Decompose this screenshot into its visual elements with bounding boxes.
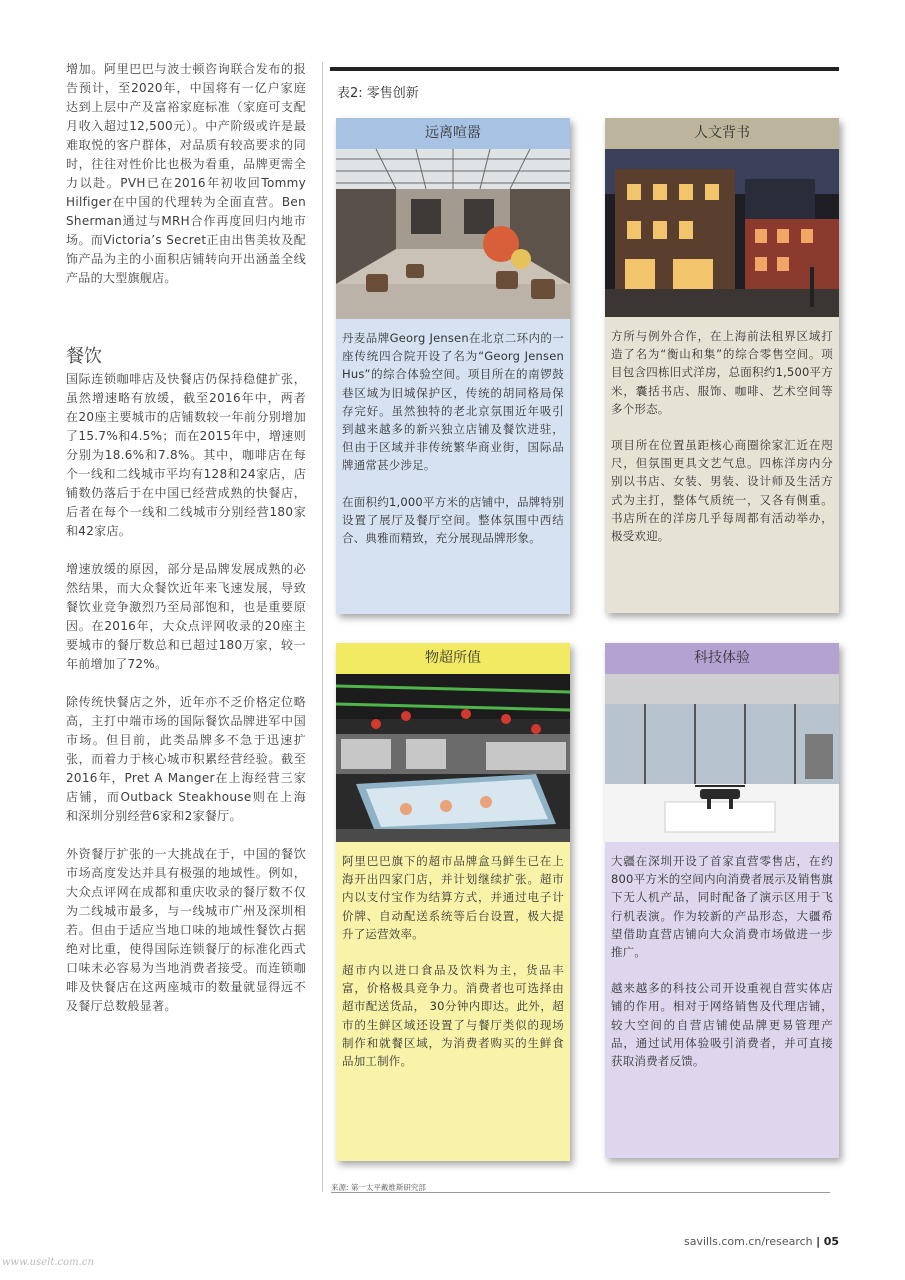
footer-url: savills.com.cn/research [683, 1235, 813, 1248]
body-paragraph: 除传统快餐店之外，近年亦不乏价格定位略高，主打中端市场的国际餐饮品牌进军中国市场。但目前，此类品牌多不急于迅速扩张，而着力于核心城市积累经营经验。截至2016年，Pret A Manger在上海经营三家店铺，而Outback Steakhouse则在上海和深圳分别经营6家和2家餐厅。 [66, 695, 306, 823]
card-paragraph: 阿里巴巴旗下的超市品牌盒马鲜生已在上海开出四家门店，并计划继续扩张。超市内以支付宝作为结算方式，并通过电子计价牌、自动配送系统等后台设置，极大提升了运营效率。 [342, 854, 564, 941]
card-title: 远离喧嚣 [336, 118, 570, 149]
table-top-rule [330, 67, 839, 71]
card-title: 物超所值 [336, 643, 570, 674]
card-paragraph: 大疆在深圳开设了首家直营零售店，在约800平方米的空间内向消费者展示及销售旗下无人机产品，同时配备了演示区用于飞行机表演。作为较新的产品形态，大疆希望借助直营店铺向大众消费市场做进一步推广。 [611, 854, 833, 960]
body-paragraph: 增加。阿里巴巴与波士顿咨询联合发布的报告预计，至2020年，中国将有一亿户家庭达到上层中产及富裕家庭标准（家庭可支配月收入超过12,500元）。中产阶级或许是最难取悦的客户群体，对品质有较高要求的同时，往往对性价比也极为看重，品牌更需全力以赴。PVH已在2016年初收回Tommy Hilfiger在中国的代理转为全面直营。Ben Sherman通过与MRH合作再度回归内地市场。而Victoria’s Secret正由出售美妆及配饰产品为主的小面积店铺转向开出涵盖全线产品的大型旗舰店。 [66, 62, 306, 285]
card-paragraph: 项目所在位置虽距核心商圈徐家汇近在咫尺，但氛围更具文艺气息。四栋洋房内分别以书店、女装、男装、设计师及生活方式为主打，整体气质统一，又各有侧重。书店所在的洋房几乎每周都有活动举办，极受欢迎。 [611, 438, 833, 544]
card-title: 人文背书 [605, 118, 839, 149]
card-dji [605, 643, 839, 1158]
card-hema [336, 643, 570, 1161]
body-paragraph: 外资餐厅扩张的一大挑战在于，中国的餐饮市场高度发达并具有极强的地域性。例如，大众点评网在成都和重庆收录的餐厅数不仅为二线城市最多，与一线城市广州及深圳相若。但由于适应当地口味的地域性餐饮占据绝对比重，使得国际连锁餐厅的标准化西式口味未必容易为当地消费者接受。而连锁咖啡及快餐店在这两座城市的数量就显得远不及餐厅总数般显著。 [66, 847, 306, 1013]
section-heading-catering: 餐饮 [66, 346, 102, 367]
villa-street-photo [605, 149, 839, 317]
card-fangsuo [605, 118, 839, 613]
source-note: 来源: 第一太平戴维斯研究部 [331, 1183, 426, 1192]
body-paragraph: 国际连锁咖啡店及快餐店仍保持稳健扩张，虽然增速略有放缓，截至2016年中，两者在20座主要城市的店铺数较一年前分别增加了15.7%和4.5%；而在2015年中，增速则分别为18.6%和7.8%。其中，咖啡店在每个一线和二线城市平均有128和24家店，店铺数仍落后于在中国已经营成熟的快餐店，后者在每个一线和二线城市分别经营180家和42家店。 [66, 372, 306, 538]
card-paragraph: 丹麦品牌Georg Jensen在北京二环内的一座传统四合院开设了名为“Georg Jensen Hus”的综合体验空间。项目所在的南锣鼓巷区域为旧城保护区，传统的胡同格局保存完好。虽然独特的老北京氛围近年吸引到越来越多的新兴独立店铺及餐饮进驻，但由于区域并非传统繁华商业街，国际品牌通常甚少涉足。 [342, 331, 564, 473]
card-paragraph: 越来越多的科技公司开设重视自营实体店铺的作用。相对于网络销售及代理店铺，较大空间的自营店铺使品牌更易管理产品，通过试用体验吸引消费者，并可直接获取消费者反馈。 [611, 981, 833, 1069]
watermark: www.uselt.com.cn [2, 1257, 94, 1268]
source-rule [331, 1192, 830, 1193]
footer-separator: | [816, 1235, 821, 1248]
page-footer [684, 1235, 839, 1248]
page-number: 05 [823, 1235, 839, 1248]
card-paragraph: 方所与例外合作，在上海前法租界区域打造了名为“衡山和集”的综合零售空间。项目包含四栋旧式洋房，总面积约1,500平方米，囊括书店、服饰、咖啡、艺术空间等多个形态。 [611, 329, 833, 416]
body-paragraph: 增速放缓的原因，部分是品牌发展成熟的必然结果，而大众餐饮近年来飞速发展，导致餐饮业竞争激烈乃至局部饱和，也是重要原因。在2016年，大众点评网收录的20座主要城市的餐厅数总和已超过180万家，较一年前增加了72%。 [66, 562, 306, 671]
courtyard-store-photo [336, 149, 570, 319]
card-georg-jensen [336, 118, 570, 614]
card-paragraph: 在面积约1,000平方米的店铺中，品牌特别设置了展厅及餐厅空间。整体氛围中西结合、典雅而精致，充分展现品牌形象。 [342, 494, 564, 546]
card-paragraph: 超市内以进口食品及饮料为主，货品丰富，价格极具竞争力。消费者也可选择由超市配送货品， 30分钟内即达。此外，超市的生鲜区域还设置了与餐厅类似的现场制作和就餐区域，为消费者购买的生鲜食品加工制作。 [342, 963, 564, 1069]
left-column [66, 60, 306, 1016]
card-title: 科技体验 [605, 643, 839, 674]
drone-store-photo [605, 674, 839, 842]
table-title: 表2: 零售创新 [337, 86, 419, 101]
supermarket-photo [336, 674, 570, 842]
column-divider [322, 62, 323, 1192]
